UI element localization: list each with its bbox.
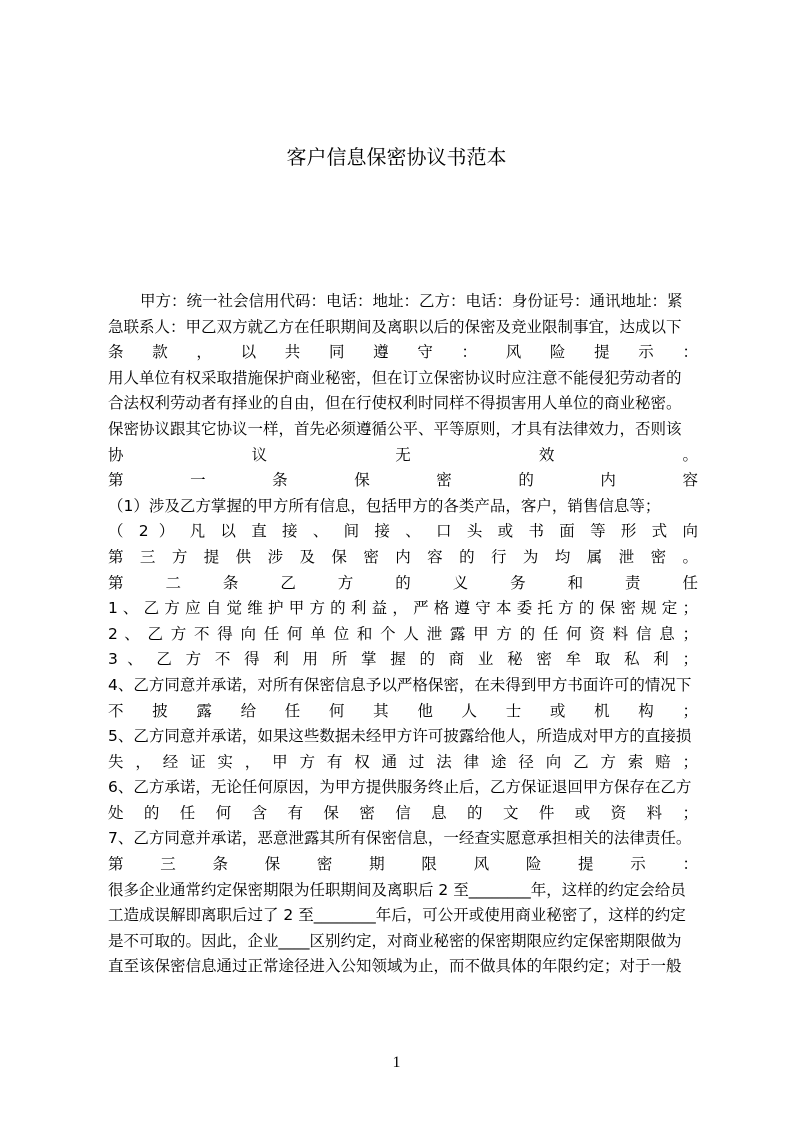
paragraph-line: 保密协议跟其它协议一样，首先必须遵循公平、平等原则，才具有法律效力，否则该	[108, 419, 682, 438]
paragraph-line: 4、乙方同意并承诺，对所有保密信息予以严格保密，在未得到甲方书面许可的情况下	[108, 675, 692, 694]
paragraph-line: 协 议 无 效 。	[108, 445, 698, 464]
document-title: 客户信息保密协议书范本	[286, 145, 507, 169]
paragraph-line: 处 的 任 何 含 有 保 密 信 息 的 文 件 或 资 料 ；	[108, 803, 698, 822]
paragraph-line: （1）涉及乙方掌握的甲方所有信息，包括甲方的各类产品，客户，销售信息等；	[108, 496, 661, 515]
paragraph-line: 不 披 露 给 任 何 其 他 人 士 或 机 构 ；	[108, 701, 698, 720]
section-heading: 第 三 条 保 密 期 限 风 险 提 示 ：	[108, 855, 698, 874]
document-body	[108, 289, 698, 980]
paragraph-line: 1 、 乙 方 应 自 觉 维 护 甲 方 的 利 益 ， 严 格 遵 守 本 委 托 方 的 保 密 规 定 ；	[108, 599, 698, 618]
paragraph-line: 用人单位有权采取措施保护商业秘密，但在订立保密协议时应注意不能侵犯劳动者的	[108, 368, 682, 387]
paragraph-line: 2 、 乙 方 不 得 向 任 何 单 位 和 个 人 泄 露 甲 方 的 任 何 资 料 信 息 ；	[108, 624, 698, 643]
paragraph-line: 急联系人：甲乙双方就乙方在任职期间及离职以后的保密及竞业限制事宜，达成以下	[108, 317, 682, 336]
paragraph-line: （ 2 ） 凡 以 直 接 、 间 接 、 口 头 或 书 面 等 形 式 向	[108, 522, 698, 541]
paragraph-line: 条 款 ， 以 共 同 遵 守 ： 风 险 提 示 ：	[108, 343, 698, 362]
paragraph-line: 工造成误解即离职后过了 2 至________年后，可公开或使用商业秘密了，这样的约定	[108, 906, 686, 925]
paragraph-line: 第 三 方 提 供 涉 及 保 密 内 容 的 行 为 均 属 泄 密 。	[108, 547, 698, 566]
paragraph-line: 7、乙方同意并承诺，恶意泄露其所有保密信息，一经查实愿意承担相关的法律责任。	[108, 829, 692, 848]
paragraph-line: 5、乙方同意并承诺，如果这些数据未经甲方许可披露给他人，所造成对甲方的直接损	[108, 727, 692, 746]
paragraph-line: 3 、 乙 方 不 得 利 用 所 掌 握 的 商 业 秘 密 牟 取 私 利 ；	[108, 650, 698, 669]
section-heading: 第 二 条 乙 方 的 义 务 和 责 任	[108, 573, 698, 592]
paragraph-line: 合法权利劳动者有择业的自由，但在行使权利时同样不得损害用人单位的商业秘密。	[108, 394, 682, 413]
section-heading: 第 一 条 保 密 的 内 容	[108, 471, 698, 490]
paragraph-line: 失 ， 经 证 实 ， 甲 方 有 权 通 过 法 律 途 径 向 乙 方 索 赔 ；	[108, 752, 698, 771]
paragraph-line: 很多企业通常约定保密期限为任职期间及离职后 2 至________年，这样的约定会给员	[108, 880, 686, 899]
page-number: 1	[392, 1054, 401, 1071]
paragraph-line: 直至该保密信息通过正常途径进入公知领域为止，而不做具体的年限约定；对于一般	[108, 957, 682, 976]
paragraph-line: 是不可取的。因此，企业____区别约定，对商业秘密的保密期限应约定保密期限做为	[108, 931, 682, 950]
paragraph-line: 6、乙方承诺，无论任何原因，为甲方提供服务终止后，乙方保证退回甲方保存在乙方	[108, 778, 692, 797]
paragraph-line: 甲方：统一社会信用代码：电话：地址：乙方：电话：身份证号：通讯地址：紧	[140, 292, 683, 310]
